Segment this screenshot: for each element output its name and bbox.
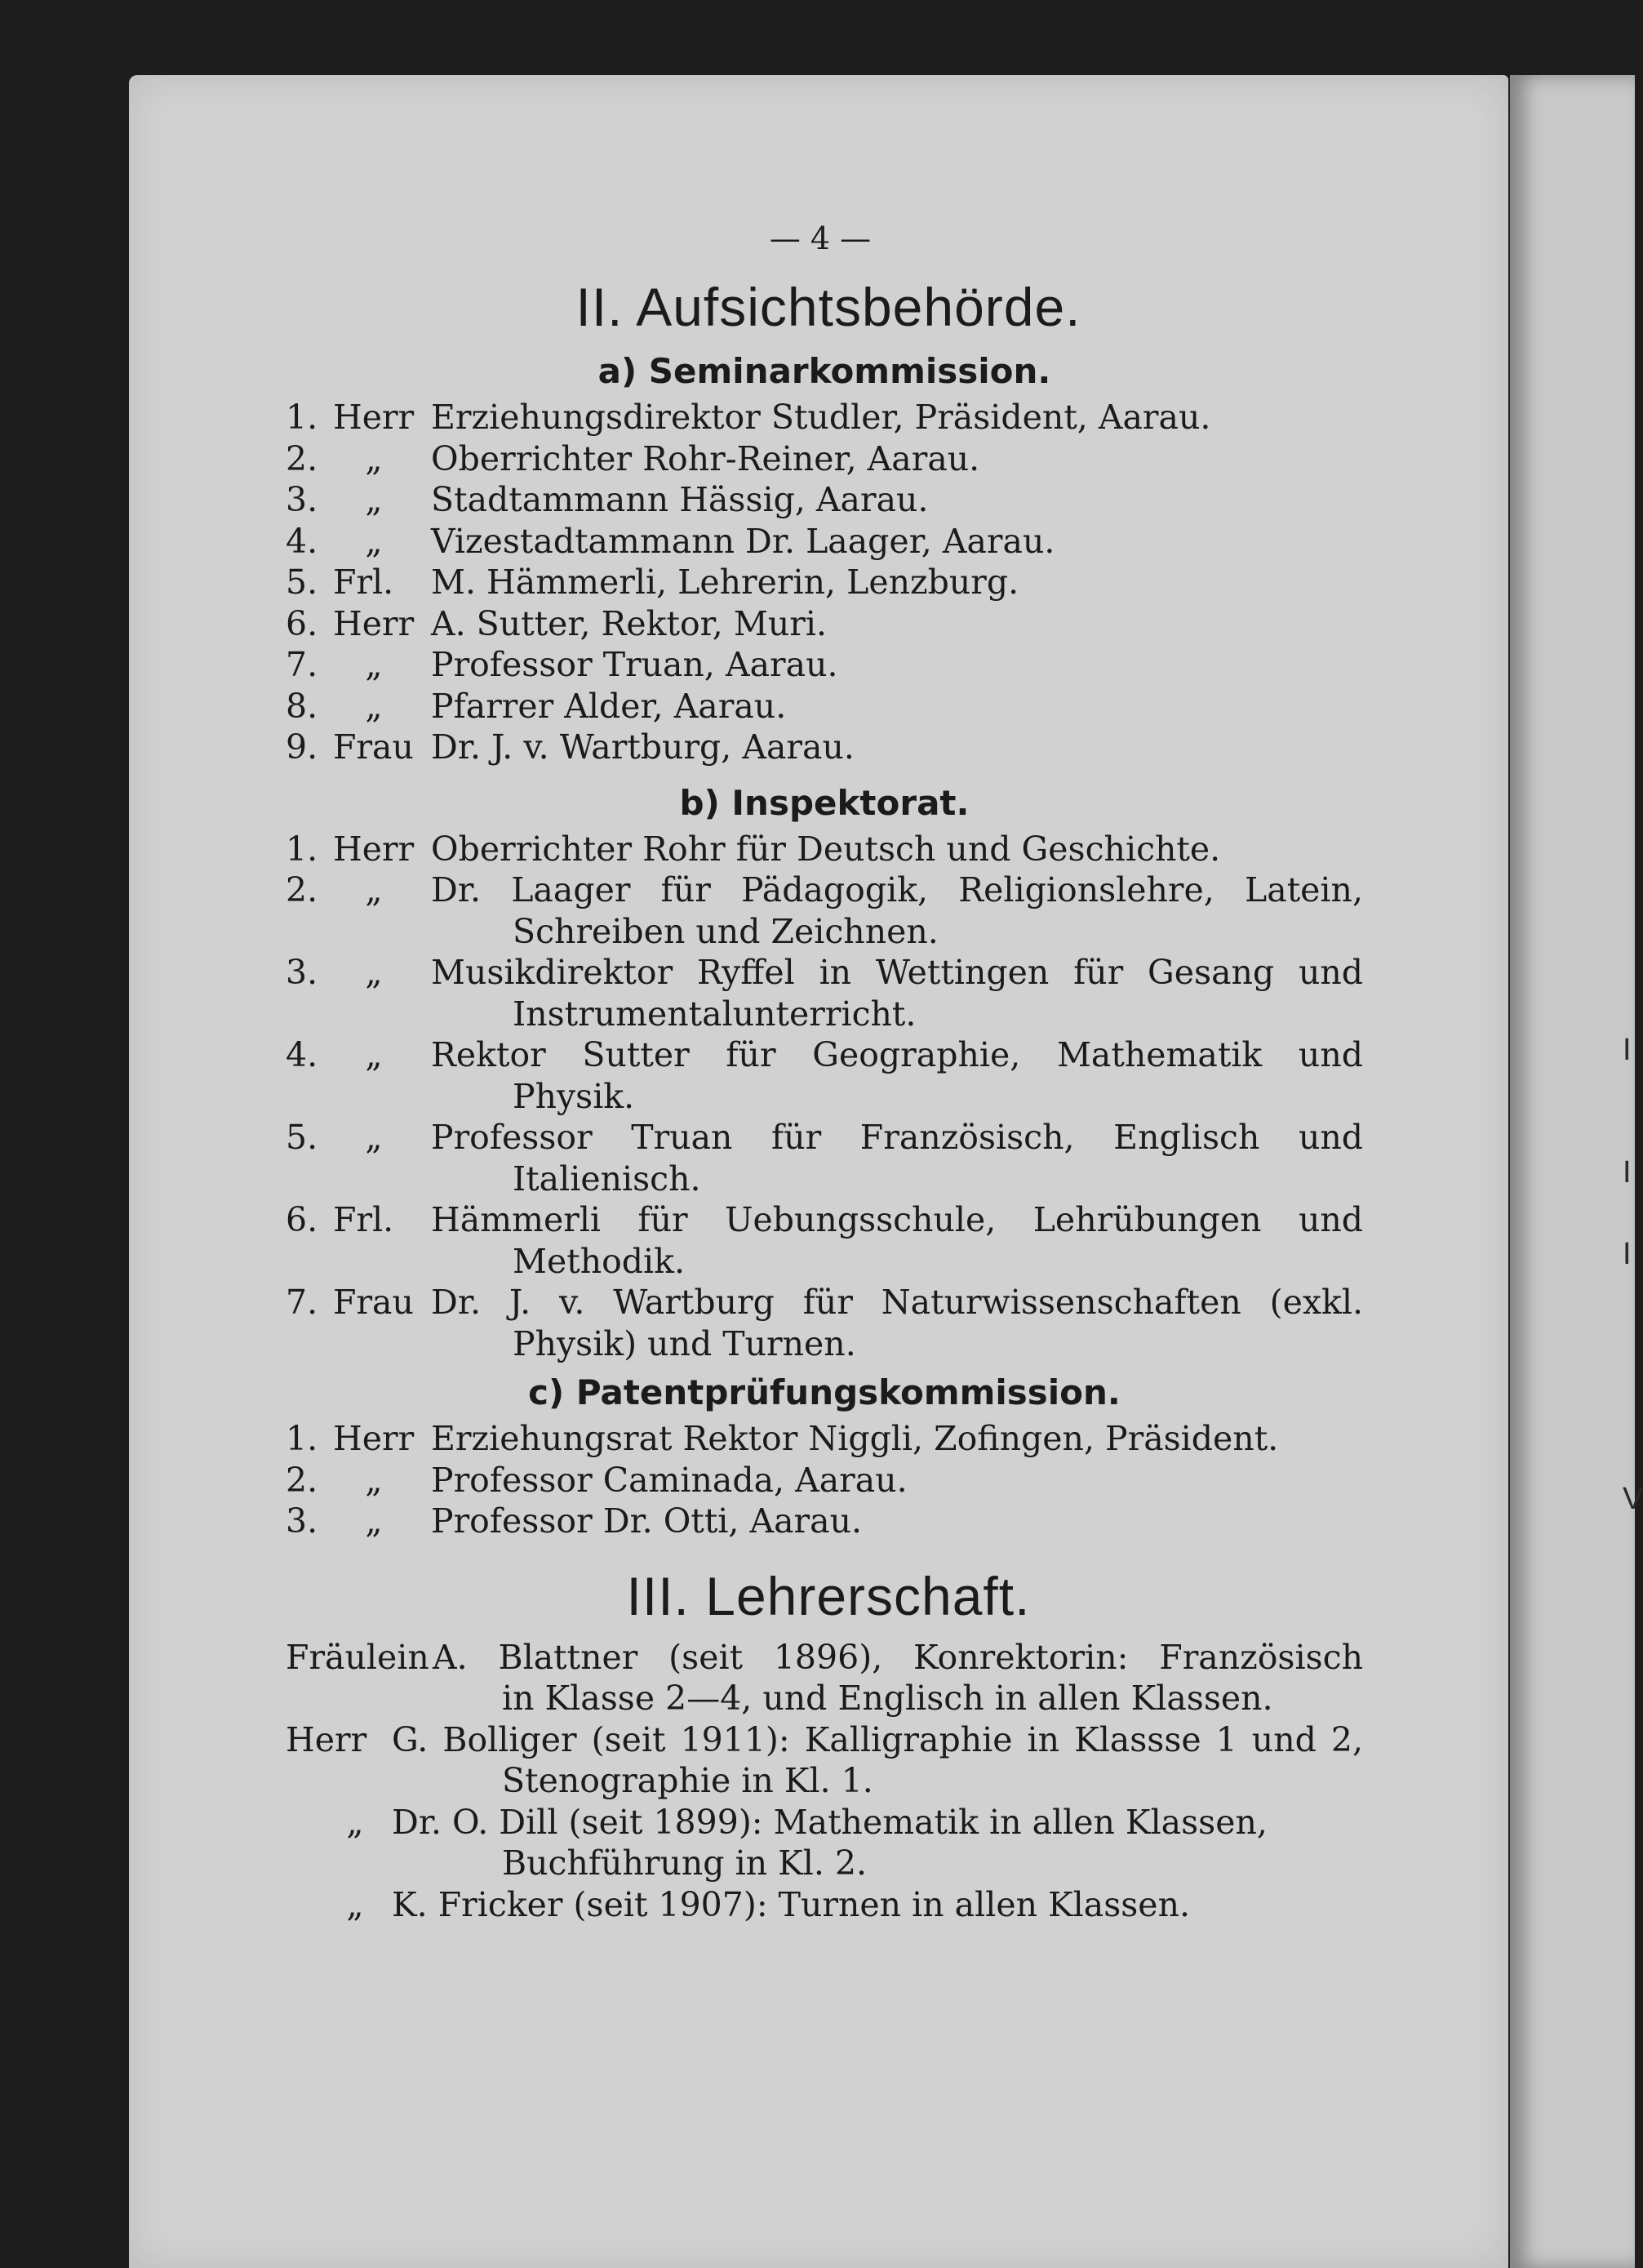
list-item: [286, 603, 1363, 645]
subsection-title-patentpruefungskommission: c) Patentprüfungskommission.: [528, 1372, 1121, 1412]
item-title: Herr: [333, 603, 415, 643]
item-number: 4.: [286, 1035, 318, 1074]
item-number: 6.: [286, 603, 318, 643]
item-text: Oberrichter Rohr-Reiner, Aarau.: [431, 438, 980, 478]
item-text: Dr. J. v. Wartburg, Aarau.: [431, 727, 855, 767]
item-text: Vizestadtammann Dr. Laager, Aarau.: [431, 521, 1055, 561]
item-title: „: [365, 870, 383, 909]
item-title: Frau: [333, 727, 414, 767]
adjacent-page-letter: V: [1623, 1482, 1643, 1516]
item-text-continued: Methodik.: [513, 1241, 686, 1281]
staff-entry: [286, 1802, 1363, 1884]
page-content: [286, 214, 1363, 1925]
item-text-continued: Physik.: [513, 1076, 635, 1116]
item-text-continued: Physik) und Turnen.: [513, 1323, 856, 1363]
item-number: 7.: [286, 1283, 318, 1322]
item-number: 1.: [286, 398, 318, 437]
item-number: 2.: [286, 438, 318, 478]
staff-entry: [286, 1637, 1363, 1719]
list-item: [286, 438, 1363, 480]
item-title: „: [365, 645, 383, 684]
item-number: 5.: [286, 1118, 318, 1157]
staff-entry: [286, 1884, 1363, 1926]
item-title: „: [365, 686, 383, 726]
list-item: [286, 1117, 1363, 1199]
item-title: „: [365, 521, 383, 561]
staff-entry: [286, 1719, 1363, 1802]
item-text-continued: Schreiben und Zeichnen.: [513, 911, 939, 951]
item-text: Erziehungsdirektor Studler, Präsident, Aarau.: [431, 398, 1211, 437]
section-title-lehrerschaft: III. Lehrerschaft.: [626, 1565, 1031, 1626]
item-title: „: [365, 953, 383, 992]
patentpruefungskommission-list: [286, 1418, 1363, 1542]
seminarkommission-list: [286, 397, 1363, 768]
adjacent-page-letter: I: [1623, 1033, 1632, 1067]
item-number: 6.: [286, 1200, 318, 1239]
staff-text: Dr. O. Dill (seit 1899): Mathematik in allen Klassen,: [392, 1802, 1268, 1842]
staff-text-continued: Buchführung in Kl. 2.: [502, 1843, 868, 1883]
list-item: [286, 644, 1363, 686]
item-title: Frl.: [333, 1200, 394, 1239]
subsection-title-seminarkommission: a) Seminarkommission.: [597, 351, 1051, 391]
item-text: Professor Truan, Aarau.: [431, 645, 838, 684]
item-number: 5.: [286, 563, 318, 602]
item-title: „: [365, 1118, 383, 1157]
item-text-continued: Instrumentalunterricht.: [513, 994, 917, 1034]
item-text: Oberrichter Rohr für Deutsch und Geschichte.: [431, 829, 1221, 869]
item-text: Professor Caminada, Aarau.: [431, 1460, 908, 1500]
adjacent-page-edge: [1510, 75, 1635, 2268]
item-text: Hämmerli für Uebungsschule, Lehrübungen und: [431, 1200, 1363, 1239]
staff-text-continued: Stenographie in Kl. 1.: [502, 1761, 873, 1800]
item-title: „: [365, 1035, 383, 1074]
list-item: [286, 727, 1363, 768]
list-item: [286, 1199, 1363, 1282]
item-text: Pfarrer Alder, Aarau.: [431, 686, 787, 726]
list-item: [286, 829, 1363, 870]
page-number: — 4 —: [769, 220, 872, 256]
item-title: Frau: [333, 1283, 414, 1322]
item-text: Professor Dr. Otti, Aarau.: [431, 1501, 863, 1541]
staff-prefix: Fräulein: [286, 1637, 429, 1677]
list-item: [286, 686, 1363, 727]
item-number: 2.: [286, 870, 318, 909]
item-text: Musikdirektor Ryffel in Wettingen für Gesang und: [431, 953, 1363, 992]
item-title: „: [365, 1501, 383, 1541]
item-number: 8.: [286, 686, 318, 726]
item-title: „: [365, 438, 383, 478]
item-number: 1.: [286, 829, 318, 869]
item-number: 9.: [286, 727, 318, 767]
item-text: A. Sutter, Rektor, Muri.: [431, 603, 827, 643]
staff-prefix: „: [346, 1802, 364, 1842]
list-item: [286, 1418, 1363, 1460]
item-title: Herr: [333, 829, 415, 869]
staff-prefix: Herr: [286, 1719, 367, 1759]
list-item: [286, 479, 1363, 521]
item-number: 4.: [286, 521, 318, 561]
subsection-title-inspektorat: b) Inspektorat.: [679, 782, 970, 823]
item-number: 3.: [286, 480, 318, 519]
staff-text: A. Blattner (seit 1896), Konrektorin: Französisch: [433, 1637, 1363, 1677]
item-text: Rektor Sutter für Geographie, Mathematik und: [431, 1035, 1363, 1074]
list-item: [286, 562, 1363, 603]
list-item: [286, 952, 1363, 1034]
inspektorat-list: [286, 829, 1363, 1365]
item-title: Frl.: [333, 563, 394, 602]
adjacent-page-letter: I: [1623, 1237, 1632, 1271]
list-item: [286, 869, 1363, 952]
staff-text-continued: in Klasse 2—4, und Englisch in allen Klassen.: [502, 1679, 1273, 1718]
item-title: Herr: [333, 398, 415, 437]
list-item: [286, 397, 1363, 438]
list-item: [286, 1034, 1363, 1117]
staff-list: [286, 1637, 1363, 1926]
item-number: 2.: [286, 1460, 318, 1500]
staff-text: G. Bolliger (seit 1911): Kalligraphie in Klassse 1 und 2,: [392, 1719, 1363, 1759]
item-number: 7.: [286, 645, 318, 684]
item-text: Stadtammann Hässig, Aarau.: [431, 480, 929, 519]
item-text-continued: Italienisch.: [513, 1158, 701, 1198]
list-item: [286, 1460, 1363, 1501]
item-number: 3.: [286, 1501, 318, 1541]
staff-prefix: „: [346, 1884, 364, 1924]
item-text: Dr. J. v. Wartburg für Naturwissenschaften (exkl.: [431, 1283, 1363, 1322]
item-title: „: [365, 480, 383, 519]
list-item: [286, 1282, 1363, 1364]
list-item: [286, 1501, 1363, 1542]
item-text: M. Hämmerli, Lehrerin, Lenzburg.: [431, 563, 1019, 602]
item-text: Professor Truan für Französisch, Englisch und: [431, 1118, 1363, 1157]
item-title: Herr: [333, 1419, 415, 1458]
item-number: 3.: [286, 953, 318, 992]
item-number: 1.: [286, 1419, 318, 1458]
list-item: [286, 521, 1363, 563]
item-text: Erziehungsrat Rektor Niggli, Zofingen, Präsident.: [431, 1419, 1279, 1458]
item-text: Dr. Laager für Pädagogik, Religionslehre, Latein,: [431, 870, 1363, 909]
section-title-aufsichtsbehoerde: II. Aufsichtsbehörde.: [575, 277, 1081, 337]
adjacent-page-letter: I: [1623, 1155, 1632, 1190]
staff-text: K. Fricker (seit 1907): Turnen in allen Klassen.: [392, 1884, 1191, 1924]
item-title: „: [365, 1460, 383, 1500]
